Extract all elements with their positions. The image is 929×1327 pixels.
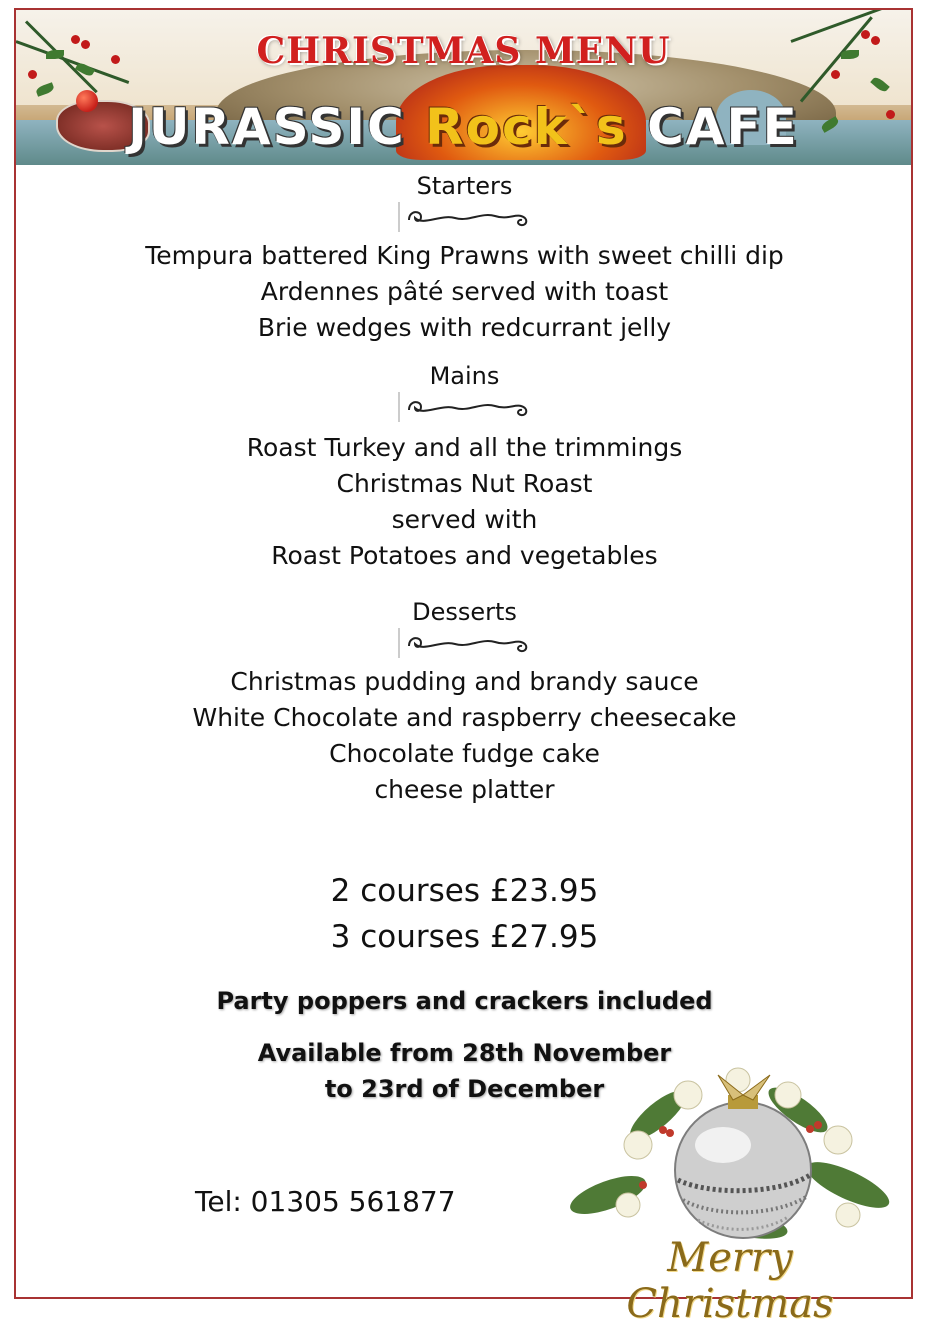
- section-title: Desserts: [412, 598, 517, 626]
- menu-item: served with: [391, 505, 538, 534]
- section-starters: [0, 172, 929, 346]
- menu-item: Christmas pudding and brandy sauce: [230, 667, 699, 696]
- menu-item: Tempura battered King Prawns with sweet chilli dip: [145, 241, 784, 270]
- price-2-courses: 2 courses £23.95: [330, 873, 599, 909]
- menu-item: Chocolate fudge cake: [329, 739, 600, 768]
- price-3-courses: 3 courses £27.95: [330, 919, 599, 955]
- header-banner: [16, 10, 911, 165]
- restaurant-name: [16, 98, 911, 156]
- menu-item: cheese platter: [374, 775, 555, 804]
- extras-note: [0, 983, 929, 1019]
- name-rocks: Rock`s: [425, 98, 628, 156]
- section-title: Starters: [416, 172, 513, 200]
- section-desserts: [0, 598, 929, 808]
- menu-item: Roast Potatoes and vegetables: [271, 541, 658, 570]
- menu-item: Brie wedges with redcurrant jelly: [257, 313, 672, 342]
- availability-line-2: to 23rd of December: [324, 1075, 605, 1103]
- price-list: [0, 868, 929, 960]
- banner-title: CHRISTMAS MENU: [256, 30, 671, 72]
- menu-item: Christmas Nut Roast: [336, 469, 593, 498]
- menu-item: Roast Turkey and all the trimmings: [246, 433, 683, 462]
- availability-line-1: Available from 28th November: [257, 1039, 672, 1067]
- flourish-divider-icon: [395, 626, 535, 660]
- name-jurassic: JURASSIC: [128, 98, 406, 156]
- flourish-divider-icon: [395, 200, 535, 234]
- flourish-divider-icon: [395, 390, 535, 424]
- name-cafe: CAFE: [647, 98, 799, 156]
- section-title: Mains: [429, 362, 500, 390]
- telephone-number: Tel: 01305 561877: [195, 1185, 456, 1218]
- merry-christmas-greeting: Merry Christmas: [626, 1235, 834, 1327]
- extras-text: Party poppers and crackers included: [216, 987, 713, 1015]
- section-mains: [0, 362, 929, 574]
- menu-item: White Chocolate and raspberry cheesecake: [192, 703, 737, 732]
- menu-item: Ardennes pâté served with toast: [260, 277, 669, 306]
